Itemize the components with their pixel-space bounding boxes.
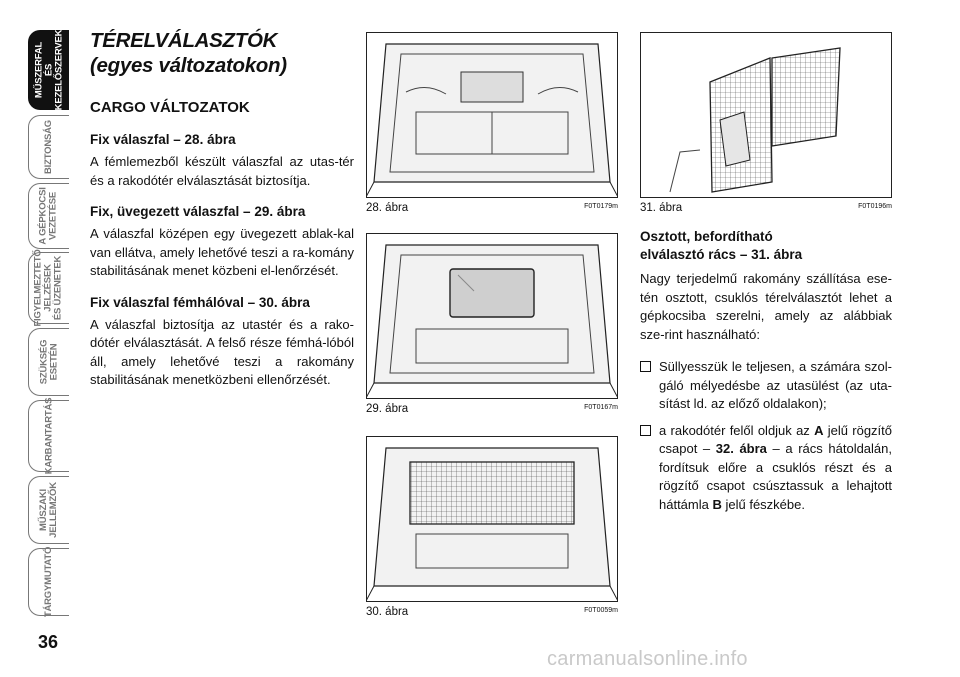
figure-code: F0T0196m: [858, 203, 892, 210]
section-heading: Osztott, befordítható elválasztó rács – 31. ábra: [640, 229, 803, 262]
section-heading: Fix válaszfal fémhálóval – 30. ábra: [90, 294, 310, 310]
page-number: 36: [38, 632, 59, 652]
figure-caption: 30. ábra: [366, 606, 409, 618]
tab-biztonsag[interactable]: BIZTONSÁG: [28, 115, 69, 179]
left-column: [90, 28, 354, 404]
figure-caption: 31. ábra: [640, 202, 683, 214]
figure-code: F0T0059m: [584, 607, 618, 614]
tab-szukseg[interactable]: SZÜKSÉG ESETÉN: [28, 328, 69, 396]
tab-targymutato[interactable]: TÁRGYMUTATÓ: [28, 548, 69, 616]
tab-vezetes[interactable]: A GÉPKOCSI VEZETÉSE: [28, 183, 69, 249]
list-item: a rakodótér felől oldjuk az A jelű rögzítő csapot – 32. ábra – a rács hátoldalán, fordítsuk előre a csuklós részt és a rögzítő csapot csúsztassuk a lehajtott háttámla B jelű fészkébe.: [640, 422, 892, 515]
section-heading: Fix, üvegezett válaszfal – 29. ábra: [90, 204, 306, 219]
checkbox-bullet-icon: [640, 361, 651, 372]
page-title: TÉRELVÁLASZTÓK (egyes változatokon): [90, 29, 287, 77]
folding-grid-illustration: [640, 32, 892, 198]
section-text: Nagy terjedelmű rakomány szállítása ese-tén osztott, csuklós térelválasztót lehet a gépkocsiba szerelni, amely az alábbiak sze-rint használható:: [640, 271, 892, 342]
partition-solid-illustration: [366, 32, 618, 198]
tab-muszaki[interactable]: MŰSZAKI JELLEMZŐK: [28, 476, 69, 544]
checkbox-bullet-icon: [640, 425, 651, 436]
figure-31: [640, 32, 892, 212]
partition-window-illustration: [366, 233, 618, 399]
section-text: A válaszfal biztosítja az utastér és a rako-dótér elválasztását. A felső része fémhá-lóból áll, amely lehetővé teszi a rakomány stabilitásának menetközbeni ellenőrzését.: [90, 316, 354, 387]
tab-muszerfal[interactable]: MŰSZERFAL ÉS KEZELŐSZERVEK: [28, 30, 69, 110]
figure-caption: 29. ábra: [366, 403, 409, 415]
right-column: [640, 228, 892, 522]
list-item: Süllyesszük le teljesen, a számára szol-gáló mélyedésbe az utasülést (az uta-sítást ld. az előző oldalakon);: [640, 358, 892, 414]
figure-29: [366, 233, 618, 413]
figure-caption: 28. ábra: [366, 202, 409, 214]
partition-mesh-illustration: [366, 436, 618, 602]
section-text: A válaszfal középen egy üvegezett ablak-kal van ellátva, amely lehetővé teszi a ra-komány stabilitásának menet közbeni el-lenőrzését.: [90, 226, 354, 278]
figure-code: F0T0167m: [584, 404, 618, 411]
section-text: A fémlemezből készült válaszfal az utas-tér és a rakodótér elválasztását biztosítja.: [90, 154, 354, 188]
tab-karbantartas[interactable]: KARBANTARTÁS: [28, 400, 69, 472]
section-heading: Fix válaszfal – 28. ábra: [90, 132, 236, 147]
section-subtitle: CARGO VÁLTOZATOK: [90, 99, 250, 116]
figure-30: [366, 436, 618, 616]
tab-figyelmezteto[interactable]: FIGYELMEZTETŐ JELZÉSEK ÉS ÜZENETEK: [28, 252, 69, 324]
figure-code: F0T0179m: [584, 203, 618, 210]
watermark: carmanualsonline.info: [547, 648, 748, 670]
figure-28: [366, 32, 618, 212]
